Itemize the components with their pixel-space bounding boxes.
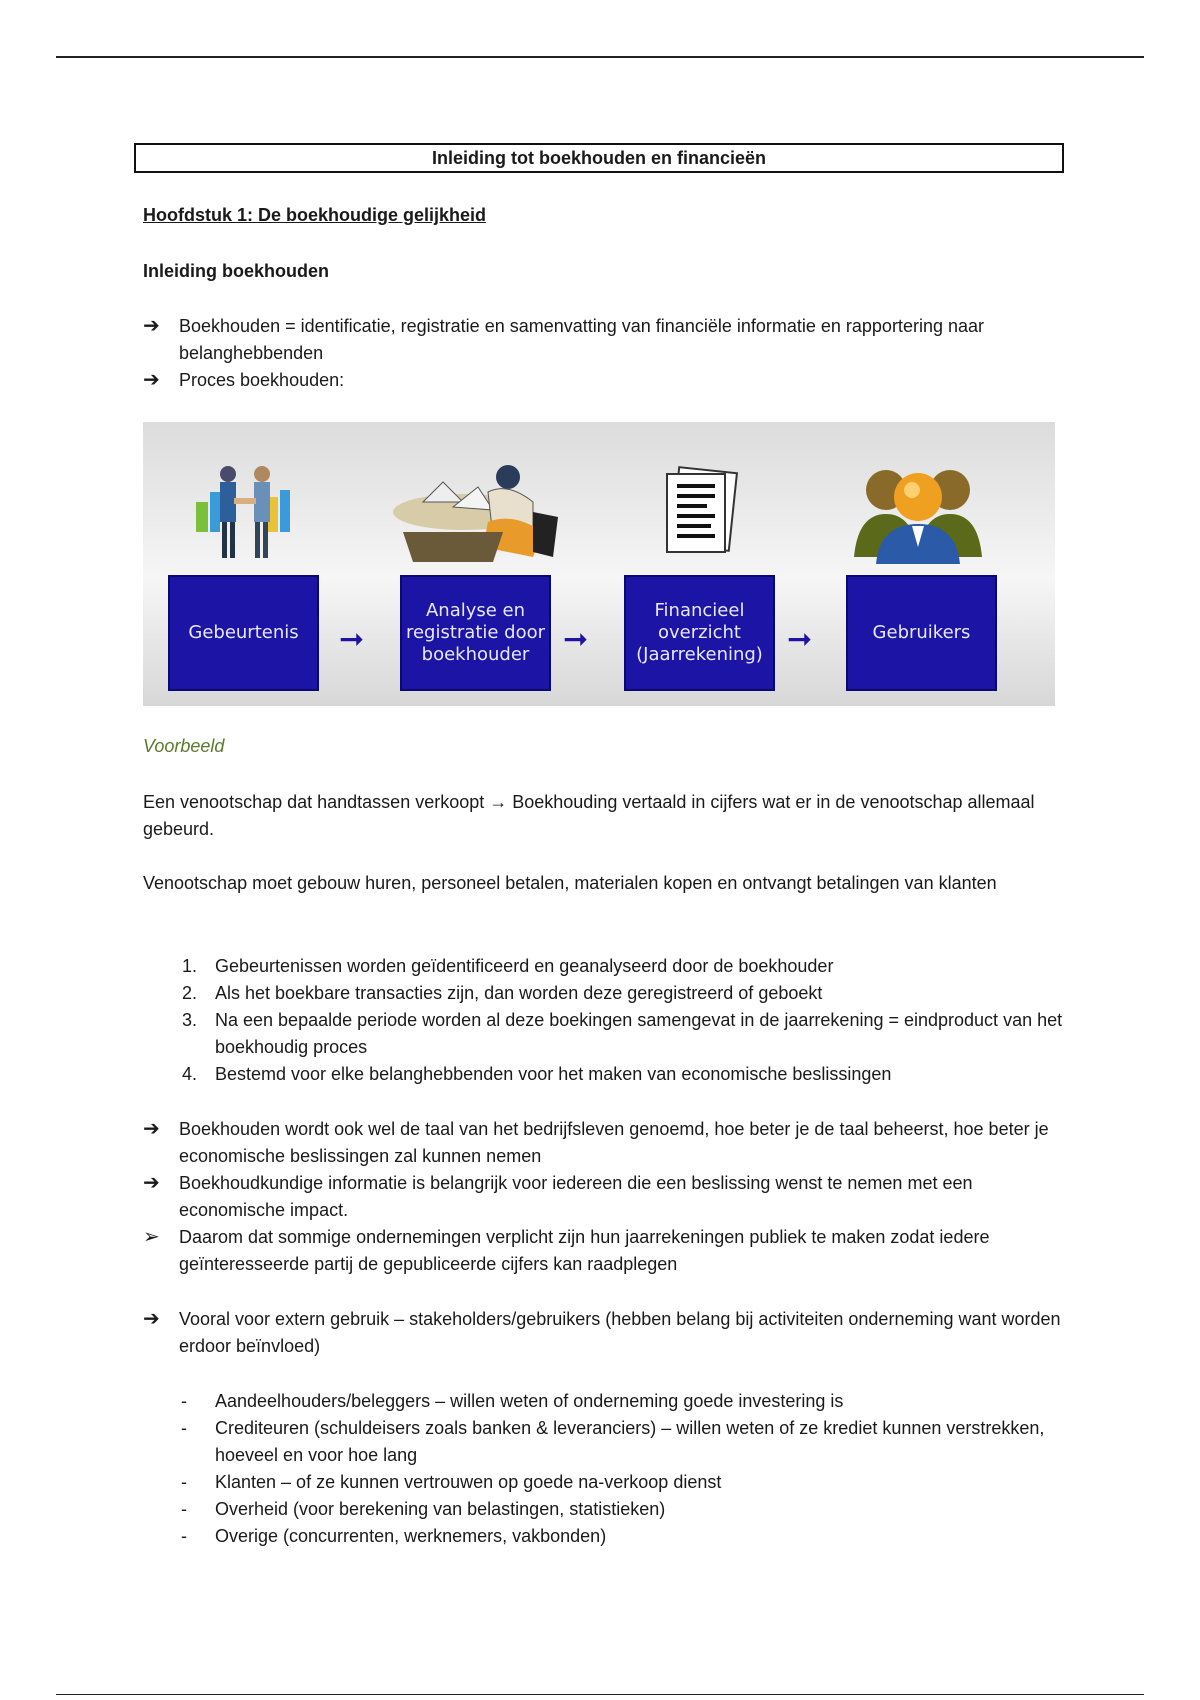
list-item: ➔ Vooral voor extern gebruik – stakeholders/gebruikers (hebben belang bij activiteiten onderneming want worden erdoor beïnvloed) bbox=[143, 1308, 1061, 1356]
flow-arrow-icon: ➞ bbox=[787, 623, 813, 656]
arrowhead-icon: ➢ bbox=[143, 1226, 160, 1248]
step-gebeurtenis: Gebeurtenis bbox=[168, 575, 319, 691]
step-analyse-registratie: Analyse en registratie door boekhouder bbox=[400, 575, 551, 691]
chapter-heading: Hoofdstuk 1: De boekhoudige gelijkheid bbox=[143, 205, 487, 225]
arrow-icon: ➔ bbox=[143, 1172, 160, 1194]
bullet-list-3 bbox=[143, 1306, 1063, 1360]
report-document-icon bbox=[655, 464, 745, 559]
list-item: ➢ Daarom dat sommige ondernemingen verplicht zijn hun jaarrekeningen publiek te maken zodat iedere geïnteresseerde partij de gepubliceerde cijfers kan raadplegen bbox=[143, 1226, 990, 1274]
intro-bullets bbox=[143, 313, 1063, 394]
arrow-icon: ➔ bbox=[143, 315, 160, 337]
list-item: ➔ Boekhoudkundige informatie is belangrijk voor iedereen die een beslissing wenst te nemen met een economische impact. bbox=[143, 1172, 973, 1220]
list-item: ➔ Proces boekhouden: bbox=[143, 367, 1063, 394]
list-item: - Crediteuren (schuldeisers zoals banken & leveranciers) – willen weten of ze krediet kunnen verstrekken, hoeveel en voor hoe lang bbox=[181, 1418, 1045, 1465]
bullet-list-2 bbox=[143, 1116, 1063, 1278]
list-item: 2. Als het boekbare transacties zijn, dan worden deze geregistreerd of geboekt bbox=[181, 983, 823, 1003]
list-item: 4. Bestemd voor elke belanghebbenden voor het maken van economische beslissingen bbox=[181, 1064, 892, 1084]
arrow-icon: ➔ bbox=[143, 369, 160, 391]
example-paragraph-2: Venootschap moet gebouw huren, personeel betalen, materialen kopen en ontvangt betalingen van klanten bbox=[143, 873, 997, 893]
list-item: - Overheid (voor berekening van belastingen, statistieken) bbox=[181, 1499, 666, 1519]
example-paragraph-1: Een venootschap dat handtassen verkoopt → Boekhouding vertaald in cijfers wat er in de venootschap allemaal gebeurd. bbox=[143, 792, 1035, 839]
list-item: 1. Gebeurtenissen worden geïdentificeerd en geanalyseerd door de boekhouder bbox=[181, 956, 834, 976]
list-item: - Aandeelhouders/beleggers – willen weten of onderneming goede investering is bbox=[181, 1391, 844, 1411]
arrow-icon: ➔ bbox=[143, 1308, 160, 1330]
document-title: Inleiding tot boekhouden en financieën bbox=[134, 143, 1064, 173]
footer-rule bbox=[56, 1694, 1144, 1695]
accountant-illustration-icon bbox=[383, 462, 563, 572]
stakeholder-list bbox=[143, 1388, 1063, 1550]
list-item: 3. Na een bepaalde periode worden al deze boekingen samengevat in de jaarrekening = eindproduct van het boekhoudig proces bbox=[181, 1010, 1063, 1057]
accounting-process-diagram bbox=[143, 422, 1055, 706]
list-item: ➔ Boekhouden = identificatie, registratie en samenvatting van financiële informatie en rapportering naar belanghebbenden bbox=[143, 315, 984, 363]
header-rule bbox=[56, 56, 1144, 58]
flow-arrow-icon: ➞ bbox=[339, 623, 365, 656]
numbered-list bbox=[143, 953, 1063, 1088]
flow-arrow-icon: ➞ bbox=[563, 623, 589, 656]
handshake-illustration-icon bbox=[188, 462, 298, 562]
example-label: Voorbeeld bbox=[143, 736, 225, 756]
list-item: ➔ Boekhouden wordt ook wel de taal van het bedrijfsleven genoemd, hoe beter je de taal beheerst, hoe beter je economische beslissingen zal kunnen nemen bbox=[143, 1118, 1049, 1166]
users-group-icon bbox=[848, 452, 988, 567]
arrow-icon: ➔ bbox=[143, 1118, 160, 1140]
step-financieel-overzicht: Financieel overzicht (Jaarrekening) bbox=[624, 575, 775, 691]
list-item: - Overige (concurrenten, werknemers, vakbonden) bbox=[181, 1526, 607, 1546]
list-item: - Klanten – of ze kunnen vertrouwen op goede na-verkoop dienst bbox=[181, 1472, 722, 1492]
step-gebruikers: Gebruikers bbox=[846, 575, 997, 691]
section-heading: Inleiding boekhouden bbox=[143, 261, 329, 281]
